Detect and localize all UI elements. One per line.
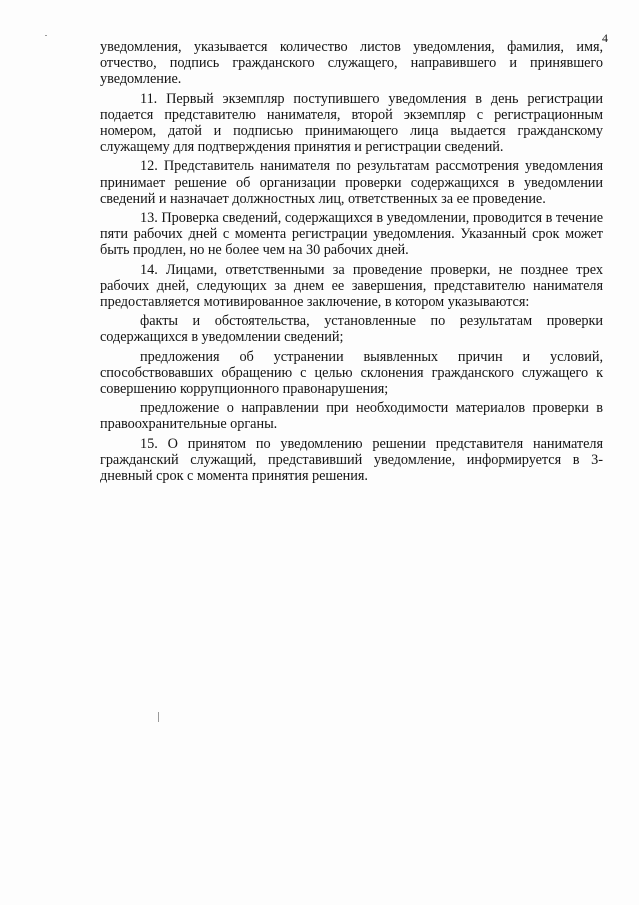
- paragraph-14-item-proposals: предложения об устранении выявленных причин и условий, способствовавших обращению с целью склонения гражданского служащего к совершению коррупционного правонарушения;: [100, 348, 603, 398]
- paragraph-13: 13. Проверка сведений, содержащихся в уведомлении, проводится в течение пяти рабочих дней с момента регистрации уведомления. Указанный срок может быть продлен, но не более чем на 30 рабочих дней.: [100, 210, 603, 259]
- paragraph-14-item-facts: факты и обстоятельства, установленные по результатам проверки содержащихся в уведомлении сведений;: [100, 313, 603, 346]
- paragraph-14: 14. Лицами, ответственными за проведение проверки, не позднее трех рабочих дней, следующих за днем ее завершения, представителю нанимателя предоставляется мотивированное заключение, в котором указываются:: [100, 261, 603, 311]
- paragraph-12: 12. Представитель нанимателя по результатам рассмотрения уведомления принимает решение об организации проверки содержащихся в уведомлении сведений и назначает должностных лиц, ответственных за ее проведение.: [100, 158, 603, 207]
- page-number: 4: [602, 31, 608, 45]
- scan-speck: [45, 35, 47, 36]
- document-body: [100, 39, 603, 484]
- paragraph-11: 11. Первый экземпляр поступившего уведомления в день регистрации подается представителю нанимателя, второй экземпляр с регистрационным номером, датой и подписью принимающего лица выдается гражданскому служащему для подтверждения принятия и регистрации сведений.: [100, 90, 603, 156]
- paragraph-14-item-referral: предложение о направлении при необходимости материалов проверки в правоохранительные органы.: [100, 400, 603, 433]
- scan-speck: [158, 712, 159, 722]
- paragraph-notification-details: уведомления, указывается количество листов уведомления, фамилия, имя, отчество, подпись гражданского служащего, направившего и принявшего уведомление.: [100, 39, 603, 88]
- paragraph-15: 15. О принятом по уведомлению решении представителя нанимателя гражданский служащий, представивший уведомление, информируется в 3-дневный срок с момента принятия решения.: [100, 435, 603, 485]
